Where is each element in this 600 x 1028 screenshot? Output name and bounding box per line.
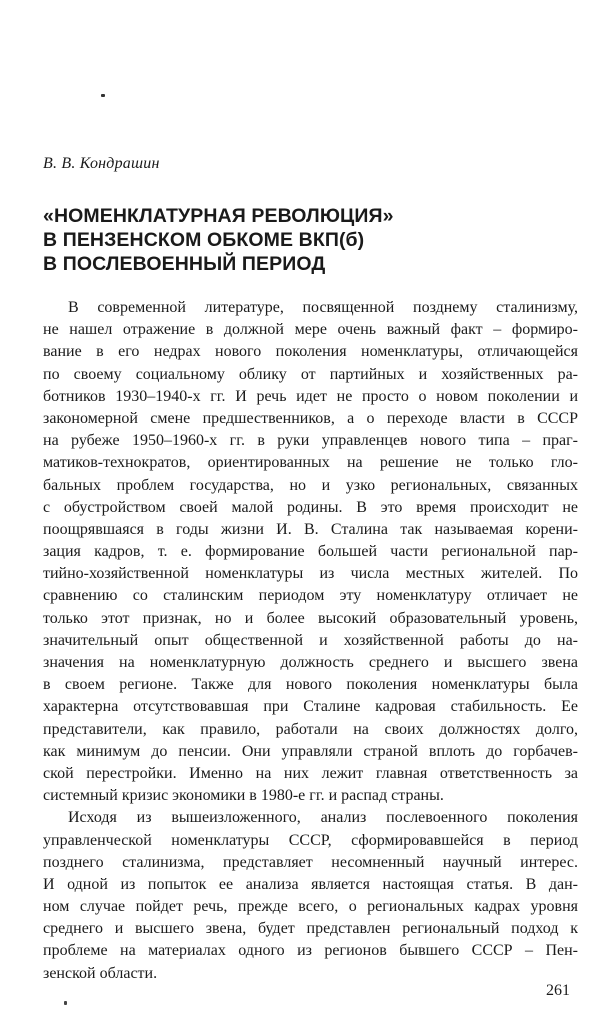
title-line: «НОМЕНКЛАТУРНАЯ РЕВОЛЮЦИЯ» — [43, 205, 394, 227]
text-line: как минимум до пенсии. Они управляли страной вплоть до горбачев- — [43, 742, 578, 760]
scan-speck — [64, 1001, 67, 1005]
text-line: среднего и высшего звена, будет представлен региональный подход к — [43, 920, 578, 938]
text-line: проблеме на материалах одного из регионов бывшего СССР – Пен- — [43, 942, 578, 960]
author-name: В. В. Кондрашин — [43, 155, 160, 172]
text-line: тийно-хозяйственной номенклатуры из числа местных жителей. По — [43, 565, 578, 583]
text-line: характерна отсутствовавшая при Сталине кадровая стабильность. Ее — [43, 698, 578, 716]
article-title — [43, 204, 563, 276]
title-line: В ПОСЛЕВОЕННЫЙ ПЕРИОД — [43, 253, 326, 275]
paragraph-2 — [43, 807, 578, 985]
text-line: представители, как правило, работали на своих должностях долго, — [43, 720, 578, 738]
text-line: поощрявшаяся в годы жизни И. В. Сталина так называемая корени- — [43, 520, 578, 538]
text-line: Исходя из вышеизложенного, анализ послевоенного поколения — [68, 809, 578, 827]
text-line: матиков-технократов, ориентированных на решение не только гло- — [43, 454, 578, 472]
text-line: в своем регионе. Также для нового поколения номенклатуры была — [43, 676, 578, 694]
text-line: сравнению со сталинским периодом эту номенклатуру отличает не — [43, 587, 578, 605]
text-line: закономерной смене предшественников, а о переходе власти в СССР — [43, 409, 578, 427]
paragraph-1 — [43, 297, 578, 807]
text-line: не нашел отражение в должной мере очень важный факт – формиро- — [43, 321, 578, 339]
text-line: только этот признак, но и более высокий образовательный уровень, — [43, 609, 578, 627]
text-line: значительный опыт общественной и хозяйственной работы до на- — [43, 631, 578, 649]
text-line: на рубеже 1950–1960-х гг. в руки управленцев нового типа – праг- — [43, 432, 578, 450]
text-line: ской перестройки. Именно на них лежит главная ответственность за — [43, 764, 578, 782]
text-line: бальных проблем государства, но и узко региональных, связанных — [43, 476, 578, 494]
text-line: ботников 1930–1940-х гг. И речь идет не просто о новом поколении и — [43, 387, 578, 405]
text-line: вание в его недрах нового поколения номенклатуры, отличающейся — [43, 343, 578, 361]
text-line: И одной из попыток ее анализа является настоящая статья. В дан- — [43, 875, 578, 893]
text-line: управленческой номенклатуры СССР, сформировавшейся в период — [43, 831, 578, 849]
article-body — [43, 297, 578, 985]
text-line: системный кризис экономики в 1980-е гг. и распад страны. — [43, 787, 444, 805]
text-line: позднего сталинизма, представляет несомненный научный интерес. — [43, 853, 578, 871]
text-line: ном случае пойдет речь, прежде всего, о региональных кадрах уровня — [43, 898, 578, 916]
text-line: В современной литературе, посвященной позднему сталинизму, — [68, 299, 578, 316]
page-number: 261 — [546, 982, 570, 999]
title-line: В ПЕНЗЕНСКОМ ОБКОМЕ ВКП(б) — [43, 229, 365, 251]
text-line: значения на номенклатурную должность среднего и высшего звена — [43, 654, 578, 671]
scan-speck — [101, 94, 105, 97]
text-line: зенской области. — [43, 964, 158, 982]
text-line: с обустройством своей малой родины. В это время происходит не — [43, 498, 578, 516]
text-line: по своему социальному облику от партийных и хозяйственных ра- — [43, 365, 578, 383]
text-line: зация кадров, т. е. формирование большей части региональной пар- — [43, 543, 578, 561]
